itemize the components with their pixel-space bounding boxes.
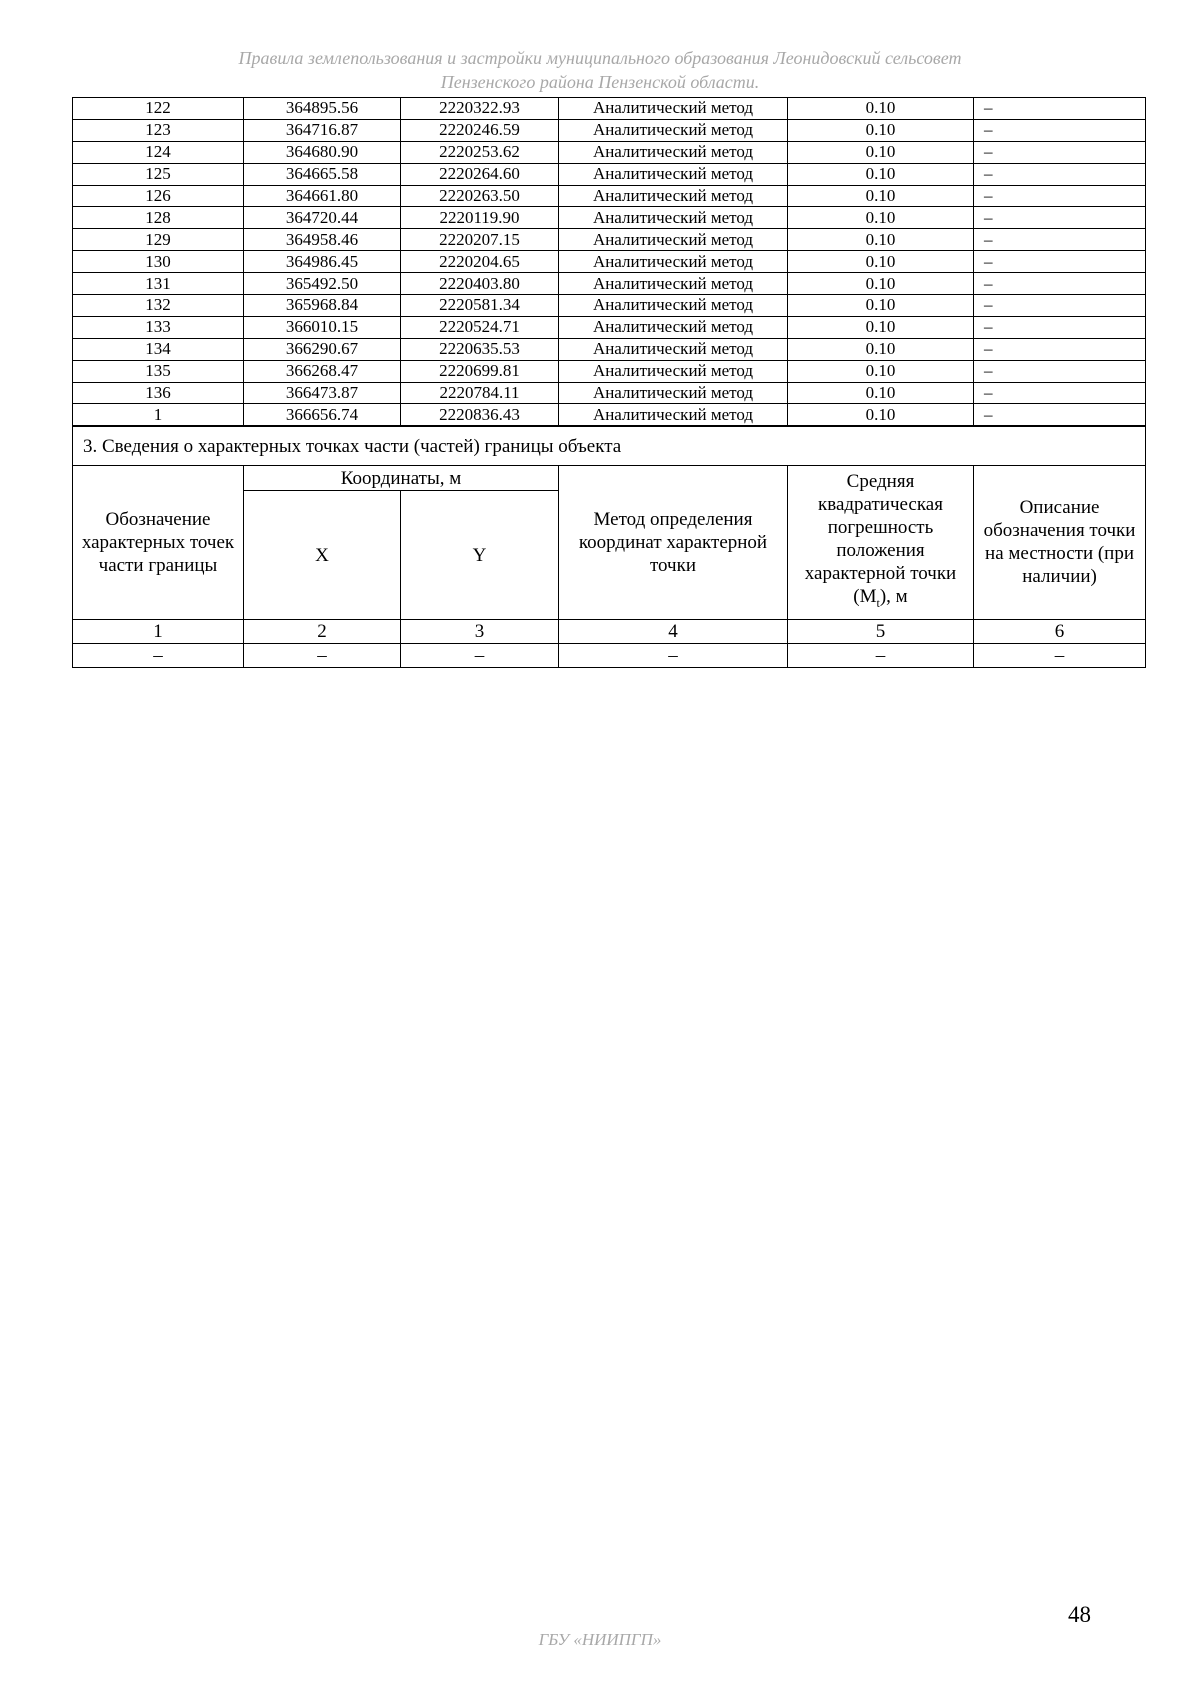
x-coordinate-cell: 364680.90: [244, 141, 401, 163]
error-cell: 0.10: [788, 295, 974, 317]
y-coordinate-cell: 2220253.62: [401, 141, 559, 163]
x-coordinate-cell: 364958.46: [244, 229, 401, 251]
error-cell: 0.10: [788, 119, 974, 141]
error-cell: 0.10: [788, 163, 974, 185]
error-cell: 0.10: [788, 273, 974, 295]
table-row: [73, 98, 1146, 120]
column-number-6: 6: [974, 619, 1146, 643]
point-id-cell: 122: [73, 98, 244, 120]
header-error-prefix: Средняя квадратическая погрешность положения характерной точки (M: [804, 471, 957, 607]
point-id-cell: 123: [73, 119, 244, 141]
table-row: [73, 316, 1146, 338]
table-row: [73, 273, 1146, 295]
description-cell: –: [974, 316, 1146, 338]
method-cell: Аналитический метод: [559, 316, 788, 338]
empty-cell: –: [788, 643, 974, 667]
column-number-4: 4: [559, 619, 788, 643]
method-cell: Аналитический метод: [559, 207, 788, 229]
section-title: 3. Сведения о характерных точках части (частей) границы объекта: [73, 427, 1146, 466]
column-number-5: 5: [788, 619, 974, 643]
point-id-cell: 132: [73, 295, 244, 317]
method-cell: Аналитический метод: [559, 251, 788, 273]
table-row: [73, 119, 1146, 141]
column-number-3: 3: [401, 619, 559, 643]
table-row: [73, 229, 1146, 251]
y-coordinate-cell: 2220524.71: [401, 316, 559, 338]
x-coordinate-cell: 364986.45: [244, 251, 401, 273]
error-cell: 0.10: [788, 382, 974, 404]
x-coordinate-cell: 365492.50: [244, 273, 401, 295]
error-cell: 0.10: [788, 98, 974, 120]
table-row: [73, 338, 1146, 360]
description-cell: –: [974, 119, 1146, 141]
error-cell: 0.10: [788, 404, 974, 426]
error-cell: 0.10: [788, 229, 974, 251]
y-coordinate-cell: 2220699.81: [401, 360, 559, 382]
point-id-cell: 125: [73, 163, 244, 185]
header-x: X: [244, 491, 401, 620]
y-coordinate-cell: 2220204.65: [401, 251, 559, 273]
y-coordinate-cell: 2220119.90: [401, 207, 559, 229]
description-cell: –: [974, 163, 1146, 185]
running-header: [0, 46, 1200, 94]
x-coordinate-cell: 364720.44: [244, 207, 401, 229]
description-cell: –: [974, 382, 1146, 404]
description-cell: –: [974, 404, 1146, 426]
x-coordinate-cell: 366290.67: [244, 338, 401, 360]
y-coordinate-cell: 2220322.93: [401, 98, 559, 120]
description-cell: –: [974, 207, 1146, 229]
method-cell: Аналитический метод: [559, 185, 788, 207]
x-coordinate-cell: 366656.74: [244, 404, 401, 426]
y-coordinate-cell: 2220263.50: [401, 185, 559, 207]
method-cell: Аналитический метод: [559, 229, 788, 251]
method-cell: Аналитический метод: [559, 119, 788, 141]
x-coordinate-cell: 364661.80: [244, 185, 401, 207]
header-coordinates: Координаты, м: [244, 466, 559, 491]
table-row: [73, 404, 1146, 426]
y-coordinate-cell: 2220581.34: [401, 295, 559, 317]
error-cell: 0.10: [788, 251, 974, 273]
header-error: [788, 466, 974, 620]
description-cell: –: [974, 251, 1146, 273]
y-coordinate-cell: 2220836.43: [401, 404, 559, 426]
coordinates-table-body: [73, 98, 1146, 426]
table-row: [73, 163, 1146, 185]
point-id-cell: 124: [73, 141, 244, 163]
description-cell: –: [974, 185, 1146, 207]
x-coordinate-cell: 366268.47: [244, 360, 401, 382]
part-boundary-points-table: [72, 426, 1146, 668]
table-row: [73, 382, 1146, 404]
header-error-suffix: ), м: [879, 586, 908, 607]
header-y: Y: [401, 491, 559, 620]
method-cell: Аналитический метод: [559, 163, 788, 185]
y-coordinate-cell: 2220264.60: [401, 163, 559, 185]
y-coordinate-cell: 2220635.53: [401, 338, 559, 360]
method-cell: Аналитический метод: [559, 295, 788, 317]
table-row: [73, 360, 1146, 382]
x-coordinate-cell: 366010.15: [244, 316, 401, 338]
empty-cell: –: [73, 643, 244, 667]
header-line-2: Пензенского района Пензенской области.: [440, 72, 760, 92]
table-row: [73, 185, 1146, 207]
y-coordinate-cell: 2220246.59: [401, 119, 559, 141]
error-cell: 0.10: [788, 360, 974, 382]
point-id-cell: 130: [73, 251, 244, 273]
header-designation: Обозначение характерных точек части границы: [73, 466, 244, 620]
x-coordinate-cell: 364895.56: [244, 98, 401, 120]
page-number: 48: [1068, 1602, 1091, 1627]
error-cell: 0.10: [788, 207, 974, 229]
y-coordinate-cell: 2220207.15: [401, 229, 559, 251]
x-coordinate-cell: 364716.87: [244, 119, 401, 141]
description-cell: –: [974, 295, 1146, 317]
error-cell: 0.10: [788, 141, 974, 163]
point-id-cell: 133: [73, 316, 244, 338]
point-id-cell: 129: [73, 229, 244, 251]
method-cell: Аналитический метод: [559, 141, 788, 163]
method-cell: Аналитический метод: [559, 338, 788, 360]
empty-cell: –: [559, 643, 788, 667]
column-number-1: 1: [73, 619, 244, 643]
point-id-cell: 136: [73, 382, 244, 404]
header-line-1: Правила землепользования и застройки муниципального образования Леонидовский сельсовет: [238, 48, 962, 68]
y-coordinate-cell: 2220403.80: [401, 273, 559, 295]
error-cell: 0.10: [788, 338, 974, 360]
header-description: Описание обозначения точки на местности (при наличии): [974, 466, 1146, 620]
description-cell: –: [974, 273, 1146, 295]
header-error-sub: t: [876, 595, 880, 610]
x-coordinate-cell: 365968.84: [244, 295, 401, 317]
point-id-cell: 131: [73, 273, 244, 295]
column-number-2: 2: [244, 619, 401, 643]
empty-cell: –: [974, 643, 1146, 667]
description-cell: –: [974, 98, 1146, 120]
table-row: [73, 295, 1146, 317]
table-row: [73, 207, 1146, 229]
point-id-cell: 126: [73, 185, 244, 207]
error-cell: 0.10: [788, 185, 974, 207]
header-method: Метод определения координат характерной точки: [559, 466, 788, 620]
description-cell: –: [974, 360, 1146, 382]
method-cell: Аналитический метод: [559, 98, 788, 120]
x-coordinate-cell: 366473.87: [244, 382, 401, 404]
method-cell: Аналитический метод: [559, 360, 788, 382]
empty-cell: –: [244, 643, 401, 667]
point-id-cell: 135: [73, 360, 244, 382]
error-cell: 0.10: [788, 316, 974, 338]
table-row: [73, 251, 1146, 273]
coordinates-table: [72, 97, 1146, 426]
point-id-cell: 128: [73, 207, 244, 229]
x-coordinate-cell: 364665.58: [244, 163, 401, 185]
running-footer: ГБУ «НИИПГП»: [538, 1630, 662, 1649]
point-id-cell: 134: [73, 338, 244, 360]
method-cell: Аналитический метод: [559, 404, 788, 426]
description-cell: –: [974, 229, 1146, 251]
method-cell: Аналитический метод: [559, 382, 788, 404]
description-cell: –: [974, 338, 1146, 360]
point-id-cell: 1: [73, 404, 244, 426]
empty-cell: –: [401, 643, 559, 667]
table-row: [73, 141, 1146, 163]
method-cell: Аналитический метод: [559, 273, 788, 295]
description-cell: –: [974, 141, 1146, 163]
y-coordinate-cell: 2220784.11: [401, 382, 559, 404]
